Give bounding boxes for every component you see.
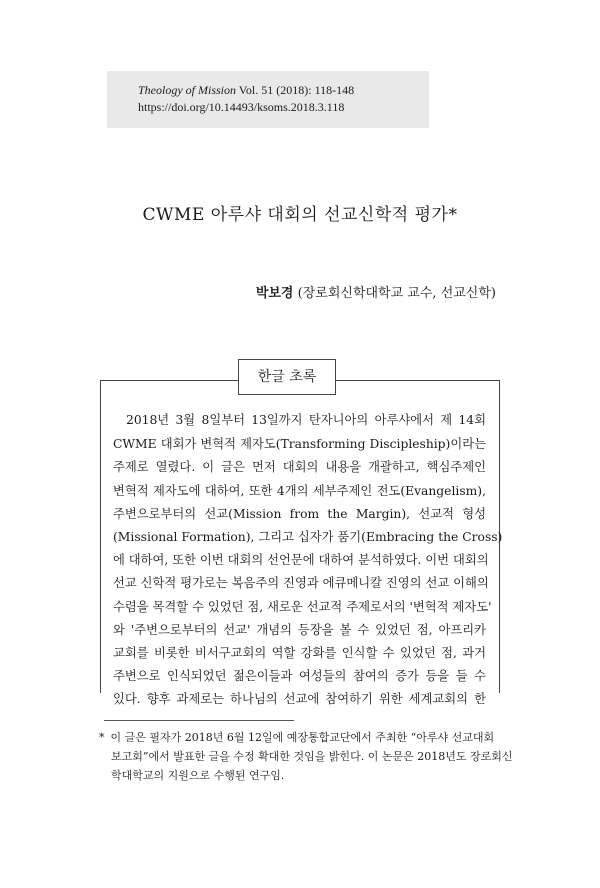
footnote-line: [99, 731, 494, 744]
author-affiliation: (장로회신학대학교 교수, 선교신학): [297, 286, 496, 301]
paper-title: CWME 아루샤 대회의 선교신학적 평가*: [142, 205, 458, 225]
abstract-line: 수렴을 목격할 수 있었던 점, 새로운 선교적 주제로서의 '변혁적 제자도': [113, 600, 492, 614]
abstract-line: 변혁적 제자도에 대하여, 또한 4개의 세부주제인 전도(Evangelism),: [113, 484, 486, 498]
footnote-marker: *: [99, 731, 105, 744]
doi-link[interactable]: https://doi.org/10.14493/ksoms.2018.3.118: [138, 100, 345, 114]
abstract-line: 선교 신학적 평가로는 복음주의 진영과 에큐메니칼 진영의 선교 이해의: [113, 576, 489, 590]
footnote-line: 학대학교의 지원으로 수행된 연구임.: [111, 769, 285, 782]
abstract-line: 주제로 열렸다. 이 글은 먼저 대회의 내용을 개괄하고, 핵심주제인: [113, 460, 486, 474]
abstract-line: CWME 대회가 변혁적 제자도(Transforming Discipleship)이라는: [113, 437, 486, 451]
footnote-line: 보고회”에서 발표한 글을 수정 확대한 것임을 밝힌다. 이 논문은 2018년도 장로회신: [111, 750, 513, 763]
abstract-label: 한글 초록: [238, 359, 336, 395]
abstract-line: 있다. 향후 과제로는 하나님의 선교에 참여하기 위한 세계교회의 한: [113, 692, 486, 706]
author-line: [256, 282, 496, 301]
abstract-line: 주변으로부터의 선교(Mission from the Margin), 선교적 형성: [113, 507, 486, 521]
abstract-line: 와 '주변으로부터의 선교' 개념의 등장을 볼 수 있었던 점, 아프리카: [113, 623, 486, 637]
abstract-line: 2018년 3월 8일부터 13일까지 탄자니아의 아루샤에서 제 14회: [126, 413, 486, 427]
footnote-divider: [104, 720, 294, 721]
abstract-line: 주변으로 인식되었던 젊은이들과 여성들의 참여의 증가 등을 들 수: [113, 669, 486, 683]
footnote-text: 이 글은 필자가 2018년 6월 12일에 예장통합교단에서 주최한 “아루샤 선교대회: [110, 731, 495, 744]
abstract-line: 에 대하여, 또한 이번 대회의 선언문에 대하여 분석하였다. 이번 대회의: [113, 553, 489, 567]
journal-citation: [138, 83, 354, 97]
journal-name: Theology of Mission: [138, 83, 236, 97]
author-name: 박보경: [255, 286, 294, 301]
volume-pages: Vol. 51 (2018): 118-148: [236, 83, 355, 97]
abstract-line: (Missional Formation), 그리고 십자가 품기(Embracing the Cross): [113, 530, 503, 544]
abstract-line: 교회를 비롯한 비서구교회의 역할 강화를 인식할 수 있었던 점, 과거: [113, 646, 486, 660]
